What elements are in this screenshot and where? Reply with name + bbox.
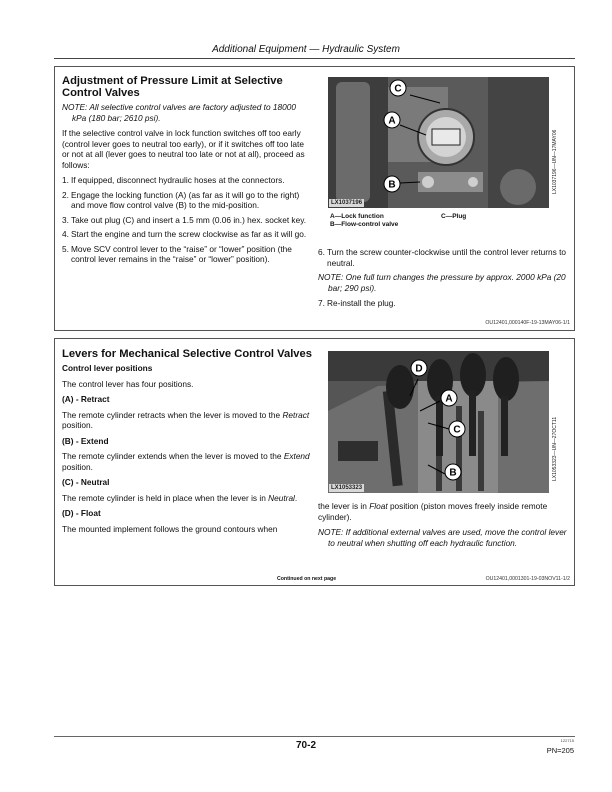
step-1: 1. If equipped, disconnect hydraulic hoses at the connectors. bbox=[62, 175, 285, 185]
step-4: 4. Start the engine and turn the screw clockwise as far as it will go. bbox=[62, 229, 307, 239]
control-lever-positions-heading: Control lever positions bbox=[62, 363, 153, 373]
extend-heading: (B) - Extend bbox=[62, 435, 109, 446]
step-5: 5. Move SCV control lever to the “raise” or “lower” position (the control lever remains in the “raise” or “lower” position). bbox=[62, 243, 292, 264]
section1-title: Adjustment of Pressure Limit at Selective Control Valves bbox=[62, 75, 283, 99]
section-mechanical-levers bbox=[54, 338, 575, 586]
caption-c: C—Plug bbox=[441, 213, 467, 220]
step-2: 2. Engage the locking function (A) (as far as it will go to the right) and move flow control valve (B) to the mid-position. bbox=[62, 189, 300, 210]
callout-a: A bbox=[388, 115, 396, 127]
callout-c: C bbox=[394, 83, 402, 95]
footer-rule bbox=[54, 736, 575, 737]
page-code: 122715 bbox=[560, 738, 574, 743]
neutral-text: The remote cylinder is held in place when the lever is in Neutral. bbox=[62, 492, 298, 503]
section1-note: NOTE: All selective control valves are factory adjusted to 18000 kPa (180 bar; 2610 psi). bbox=[62, 102, 296, 123]
callout-c: C bbox=[453, 424, 461, 436]
float-heading: (D) - Float bbox=[62, 508, 101, 518]
step-6: 6. Turn the screw counter-clockwise until the control lever returns to neutral. bbox=[318, 247, 567, 268]
callout-b: B bbox=[388, 179, 396, 191]
retract-heading: (A) - Retract bbox=[62, 394, 110, 404]
section2-reference: OU12401,0001301-19-03NOV11-1/2 bbox=[485, 576, 570, 582]
pn-label: PN=205 bbox=[546, 746, 574, 755]
float-text: The mounted implement follows the ground contours when bbox=[62, 523, 278, 534]
section1-note2: NOTE: One full turn changes the pressure by approx. 2000 kPa (20 bar; 290 psi). bbox=[318, 272, 566, 293]
continued-notice: Continued on next page bbox=[277, 576, 337, 582]
neutral-heading: (C) - Neutral bbox=[62, 477, 110, 487]
section2-note: NOTE: If additional external valves are used, move the control lever to neutral when shutting off each hydraulic function. bbox=[318, 527, 567, 548]
image-vertical-code: LX1037196—UN—17MAY06 bbox=[552, 129, 558, 194]
callout-a: A bbox=[445, 393, 453, 405]
running-header: Additional Equipment — Hydraulic System bbox=[212, 44, 400, 55]
caption-b: B—Flow-control valve bbox=[330, 221, 399, 228]
step-3: 3. Take out plug (C) and insert a 1.5 mm (0.06 in.) hex. socket key. bbox=[62, 214, 307, 225]
image-vertical-code: LX1053323—UN—27OCT11 bbox=[552, 416, 558, 481]
extend-text: The remote cylinder extends when the lever is moved to the Extend position. bbox=[62, 451, 310, 472]
section-pressure-limit bbox=[54, 66, 575, 331]
page-number: 70-2 bbox=[295, 740, 316, 751]
section2-right-column bbox=[318, 501, 568, 553]
section2-title: Levers for Mechanical Selective Control Valves bbox=[62, 348, 312, 360]
float-text-continued: the lever is in Float position (piston moves freely inside remote cylinder). bbox=[318, 501, 548, 522]
section1-left-column bbox=[62, 75, 312, 269]
valve-adjustment-photo bbox=[328, 77, 549, 208]
section1-right-column bbox=[318, 247, 568, 313]
image-id: LX1053323 bbox=[331, 485, 363, 491]
step-7: 7. Re-install the plug. bbox=[318, 298, 396, 308]
section1-intro: If the selective control valve in lock function switches off too early (control lever goes to neutral too early), or if it switches off too late or not at all (lever goes to neutral too late or not at all), proceed as follows: bbox=[62, 128, 305, 170]
image-id: LX1037196 bbox=[331, 200, 363, 206]
section1-reference: OU12401,000140F-19-13MAY06-1/1 bbox=[485, 320, 570, 326]
section2-intro: The control lever has four positions. bbox=[62, 378, 194, 389]
caption-a: A—Lock function bbox=[330, 213, 384, 220]
callout-b: B bbox=[449, 467, 457, 479]
callout-d: D bbox=[415, 363, 423, 375]
retract-text: The remote cylinder retracts when the lever is moved to the Retract position. bbox=[62, 409, 310, 430]
control-levers-photo bbox=[328, 351, 549, 493]
header-rule bbox=[54, 58, 575, 59]
section2-left-column bbox=[62, 348, 312, 539]
